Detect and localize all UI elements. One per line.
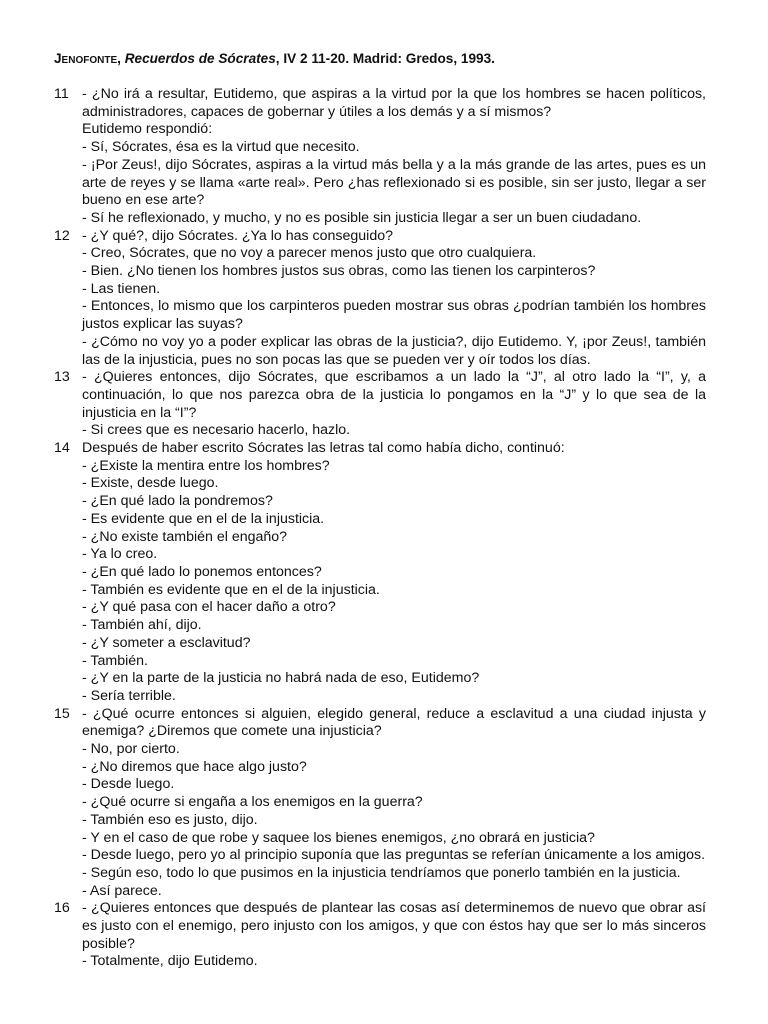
dialogue-line: - Bien. ¿No tienen los hombres justos sus obras, como las tienen los carpinteros? bbox=[82, 263, 596, 280]
section-text bbox=[82, 86, 706, 228]
dialogue-line: - ¡Por Zeus!, dijo Sócrates, aspiras a la virtud más bella y a la más grande de las artes, pues es un arte de reyes y se llama «arte real». Pero ¿has reflexionado si es posible, sin ser justo, llegar a ser bueno en ese arte? bbox=[82, 156, 706, 209]
author-name: Jenofonte bbox=[54, 51, 118, 66]
document-page bbox=[54, 50, 706, 971]
dialogue-line: - ¿Quieres entonces que después de plantear las cosas así determinemos de nuevo que obrar así es justo con el enemigo, pero injusto con los amigos, y que con éstos hay que ser lo más sinceros posible? bbox=[82, 900, 706, 952]
dialogue-line: - Las tienen. bbox=[82, 280, 161, 297]
section-number: 12 bbox=[54, 227, 70, 244]
dialogue-line: - ¿No existe también el engaño? bbox=[82, 528, 288, 545]
dialogue-line: - ¿Y en la parte de la justicia no habrá nada de eso, Eutidemo? bbox=[82, 670, 480, 687]
dialogue-line: - Desde luego, pero yo al principio suponía que las preguntas se referían únicamente a los amigos. bbox=[82, 847, 706, 864]
dialogue-line: - Creo, Sócrates, que no voy a parecer menos justo que otro cualquiera. bbox=[82, 245, 537, 262]
dialogue-line: - ¿Quieres entonces, dijo Sócrates, que escribamos a un lado la “J”, al otro lado la “I”, y, a continuación, lo que nos parezca obra de la justicia lo pongamos en la “J” y lo que sea de la injusticia en la “I”? bbox=[82, 369, 706, 421]
citation-heading bbox=[54, 50, 706, 68]
section-text bbox=[82, 440, 706, 706]
dialogue-line: - Sí, Sócrates, ésa es la virtud que necesito. bbox=[82, 139, 360, 156]
dialogue-line: - ¿Y someter a esclavitud? bbox=[82, 634, 251, 651]
section-text bbox=[82, 900, 706, 971]
work-title: Recuerdos de Sócrates bbox=[124, 51, 276, 66]
citation-reference: IV 2 11-20. Madrid: Gredos, 1993. bbox=[283, 51, 495, 66]
dialogue-line: - ¿En qué lado la pondremos? bbox=[82, 493, 273, 510]
section-12 bbox=[54, 228, 706, 370]
dialogue-line: - Y en el caso de que robe y saquee los bienes enemigos, ¿no obrará en justicia? bbox=[82, 829, 595, 846]
dialogue-line: - ¿En qué lado lo ponemos entonces? bbox=[82, 563, 322, 580]
dialogue-line: - También eso es justo, dijo. bbox=[82, 811, 258, 828]
heading-separator: , bbox=[117, 51, 125, 66]
dialogue-line: - Existe, desde luego. bbox=[82, 475, 219, 492]
dialogue-line: - También es evidente que en el de la injusticia. bbox=[82, 581, 380, 598]
section-number: 11 bbox=[54, 86, 69, 102]
dialogue-line: - También ahí, dijo. bbox=[82, 617, 202, 634]
heading-separator: , bbox=[275, 51, 284, 66]
dialogue-line: - Sería terrible. bbox=[82, 687, 176, 704]
section-number: 15 bbox=[54, 705, 70, 722]
section-16 bbox=[54, 900, 706, 971]
dialogue-body bbox=[54, 86, 706, 971]
dialogue-line: - ¿Y qué?, dijo Sócrates. ¿Ya lo has conseguido? bbox=[82, 227, 393, 244]
dialogue-line: - Si crees que es necesario hacerlo, hazlo. bbox=[82, 422, 351, 439]
section-13 bbox=[54, 369, 706, 440]
dialogue-line: - Según eso, todo lo que pusimos en la injusticia tendríamos que ponerlo también en la justicia. bbox=[82, 864, 681, 881]
section-text bbox=[82, 228, 706, 370]
dialogue-line: - ¿Qué ocurre entonces si alguien, elegido general, reduce a esclavitud a una ciudad injusta y enemiga? ¿Diremos que comete una injusticia? bbox=[82, 705, 706, 740]
dialogue-line: - También. bbox=[82, 652, 148, 669]
dialogue-line: - Entonces, lo mismo que los carpinteros pueden mostrar sus obras ¿podrían también los hombres justos explicar las suyas? bbox=[82, 298, 706, 333]
dialogue-line: - Sí he reflexionado, y mucho, y no es posible sin justicia llegar a ser un buen ciudadano. bbox=[82, 209, 642, 226]
dialogue-line: Eutidemo respondió: bbox=[82, 121, 213, 138]
dialogue-line: - ¿No diremos que hace algo justo? bbox=[82, 758, 307, 775]
section-text bbox=[82, 369, 706, 440]
section-number: 13 bbox=[54, 369, 70, 386]
dialogue-line: - ¿Qué ocurre si engaña a los enemigos en la guerra? bbox=[82, 794, 423, 811]
section-text bbox=[82, 706, 706, 901]
dialogue-line: - Desde luego. bbox=[82, 776, 175, 793]
dialogue-line: - ¿Y qué pasa con el hacer daño a otro? bbox=[82, 599, 336, 616]
section-number: 14 bbox=[54, 440, 70, 457]
dialogue-line: - ¿Cómo no voy yo a poder explicar las obras de la justicia?, dijo Eutidemo. Y, ¡por Zeus!, también las de la injusticia, pues no son pocas las que se pueden ver y oír todos los días. bbox=[82, 333, 706, 368]
dialogue-line: - Totalmente, dijo Eutidemo. bbox=[82, 953, 258, 970]
section-11 bbox=[54, 86, 706, 228]
dialogue-line: - No, por cierto. bbox=[82, 741, 180, 758]
dialogue-line: - Ya lo creo. bbox=[82, 546, 158, 563]
dialogue-line: Después de haber escrito Sócrates las letras tal como había dicho, continuó: bbox=[82, 440, 565, 457]
section-14 bbox=[54, 440, 706, 706]
section-number: 16 bbox=[54, 900, 70, 917]
dialogue-line: - Es evidente que en el de la injusticia. bbox=[82, 510, 325, 527]
dialogue-line: - ¿Existe la mentira entre los hombres? bbox=[82, 457, 330, 474]
dialogue-line: - ¿No irá a resultar, Eutidemo, que aspiras a la virtud por la que los hombres se hacen políticos, administradores, capaces de gobernar y útiles a los demás y a sí mismos? bbox=[82, 86, 706, 120]
section-15 bbox=[54, 706, 706, 901]
dialogue-line: - Así parece. bbox=[82, 882, 162, 899]
